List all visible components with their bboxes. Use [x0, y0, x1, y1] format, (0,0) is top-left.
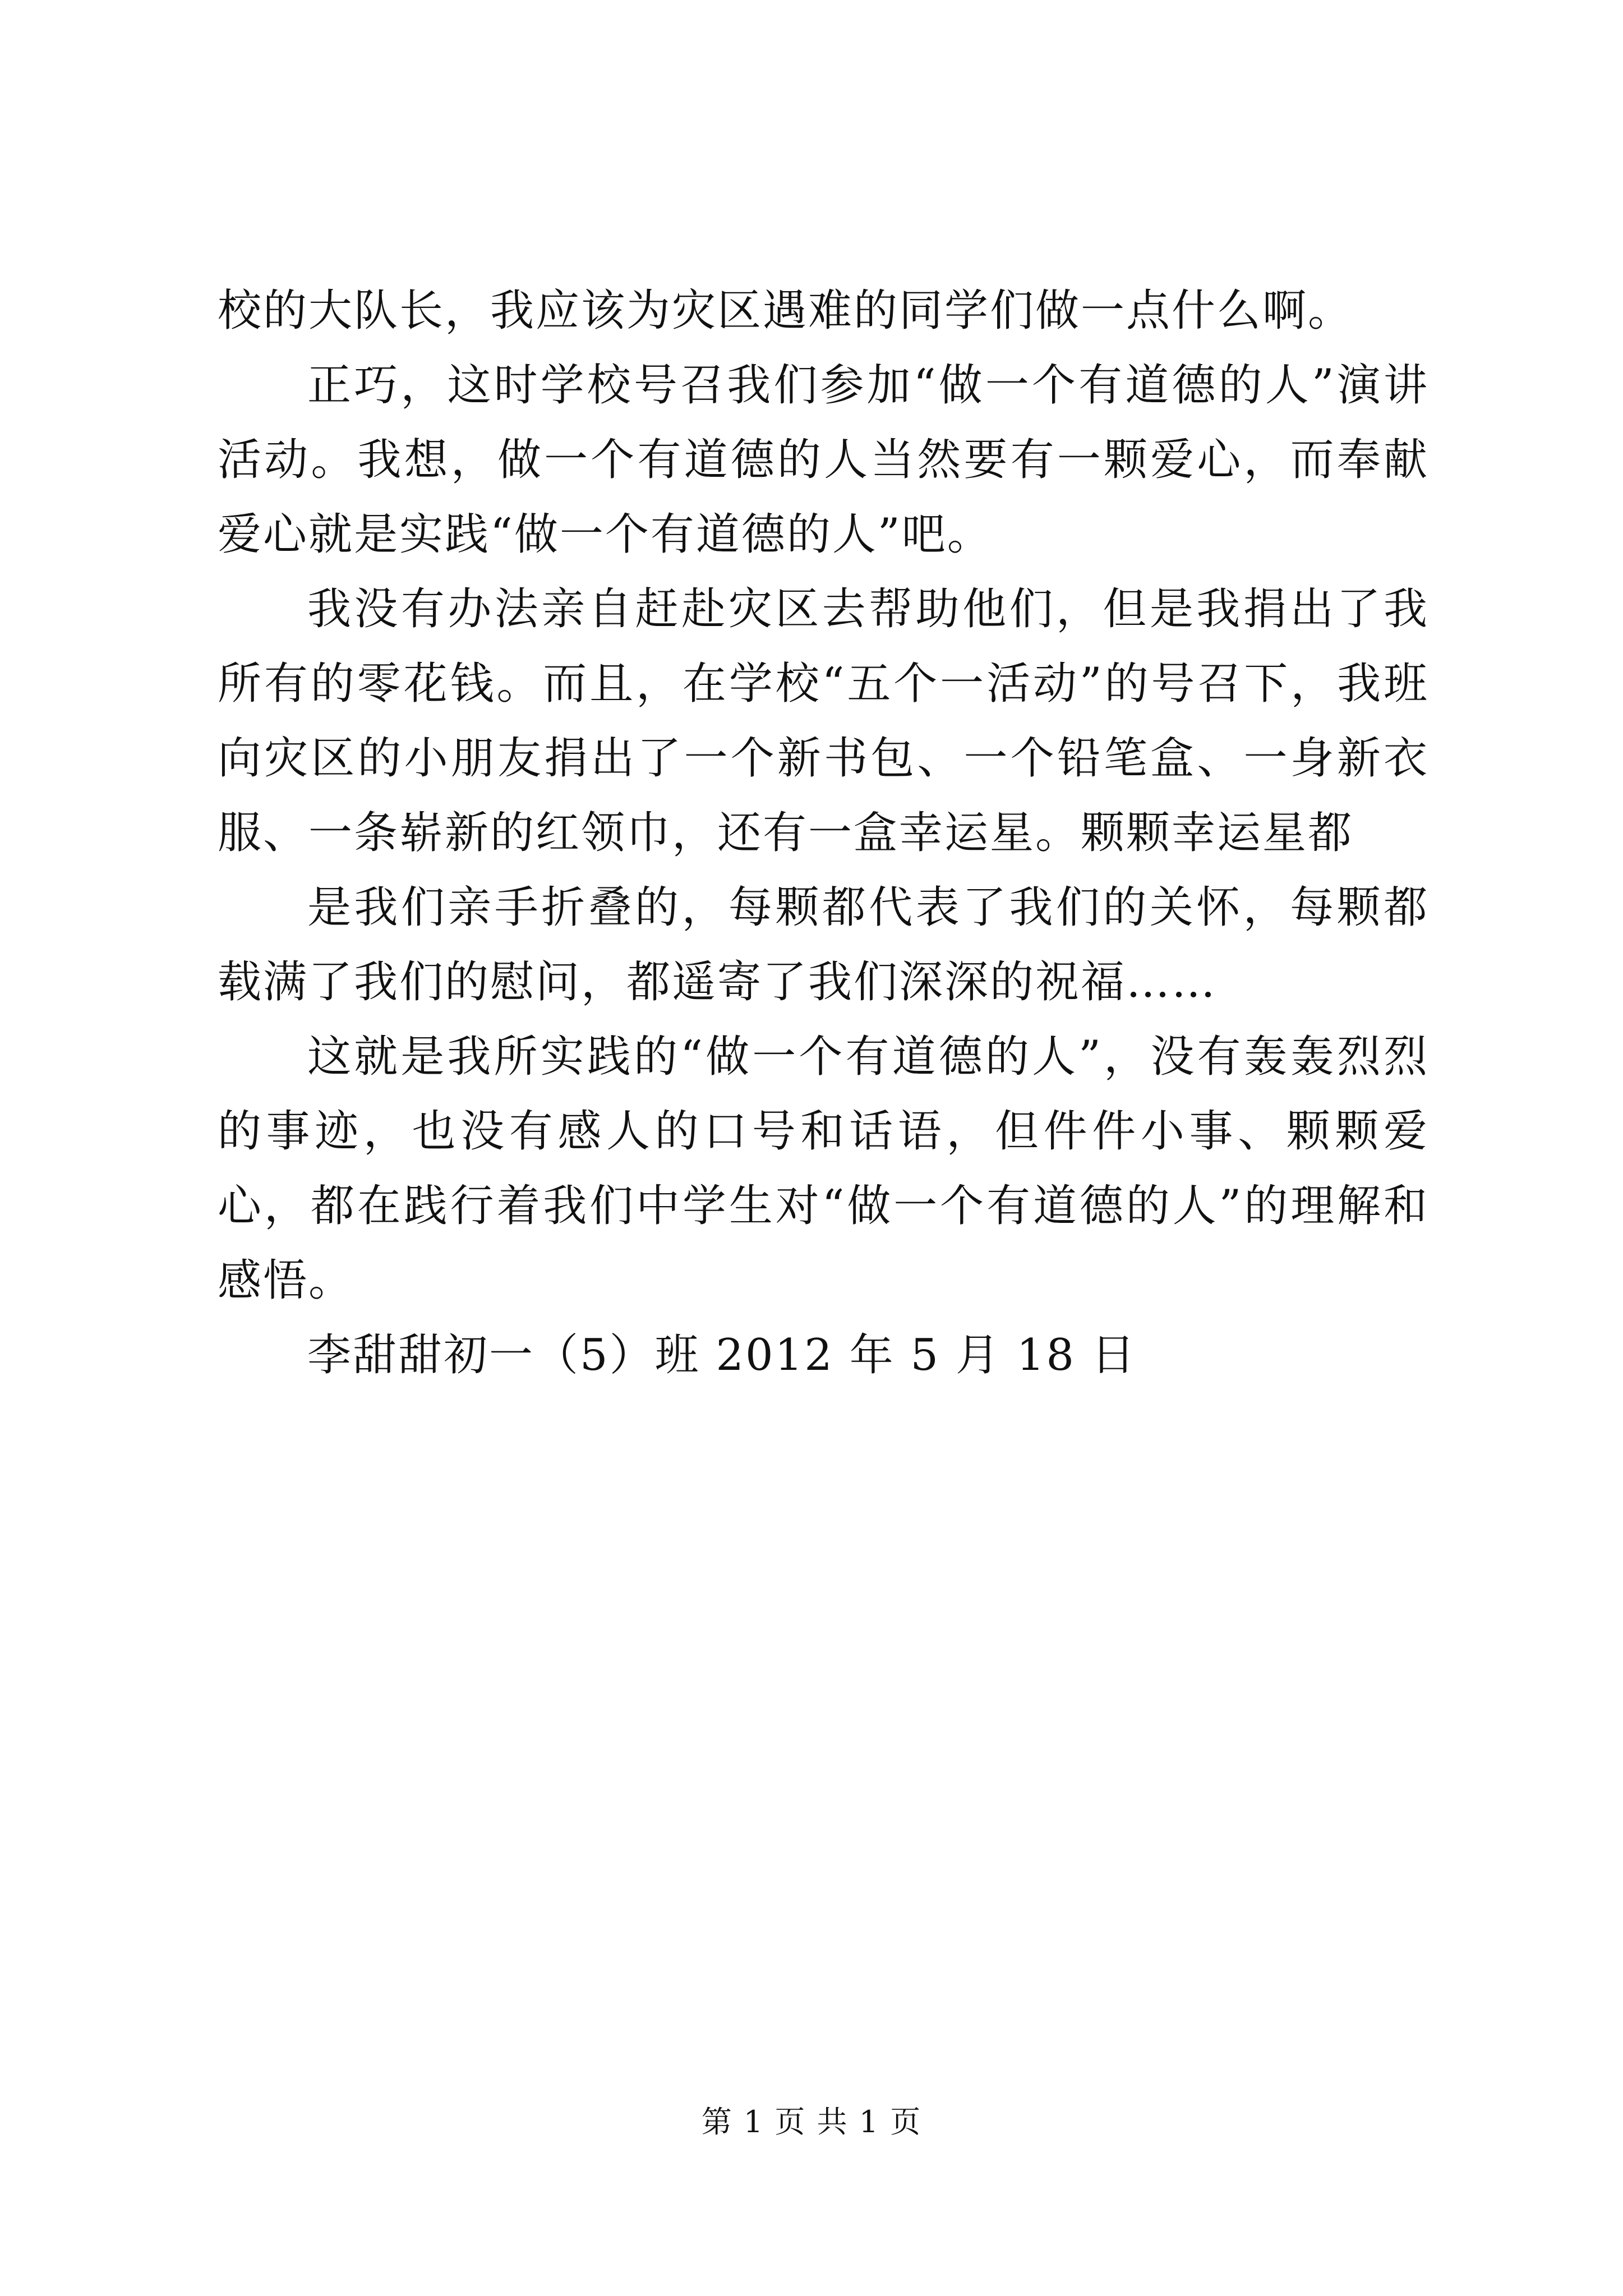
paragraph-4: 是我们亲手折叠的，每颗都代表了我们的关怀，每颗都载满了我们的慰问，都遥寄了我们深深的祝福…… [218, 882, 1429, 1007]
page-footer: 第 1 页 共 1 页 [701, 2104, 922, 2139]
paragraph-2: 正巧，这时学校号召我们参加“做一个有道德的人”演讲活动。我想，做一个有道德的人当然要有一颗爱心，而奉献爱心就是实践“做一个有道德的人”吧。 [218, 360, 1429, 560]
paragraph-5: 这就是我所实践的“做一个有道德的人”，没有轰轰烈烈的事迹，也没有感人的口号和话语，但件件小事、颗颗爱心，都在践行着我们中学生对“做一个有道德的人”的理解和感悟。 [218, 1032, 1429, 1306]
document-body [218, 274, 1429, 1393]
paragraph-1: 校的大队长，我应该为灾区遇难的同学们做一点什么啊。 [218, 286, 1354, 336]
paragraph-3: 我没有办法亲自赶赴灾区去帮助他们，但是我捐出了我所有的零花钱。而且，在学校“五个一活动”的号召下，我班向灾区的小朋友捐出了一个新书包、一个铅笔盒、一身新衣服、一条崭新的红领巾，还有一盒幸运星。颗颗幸运星都 [218, 584, 1429, 858]
signature-line: 李甜甜初一（5）班 2012 年 5 月 18 日 [307, 1330, 1137, 1381]
